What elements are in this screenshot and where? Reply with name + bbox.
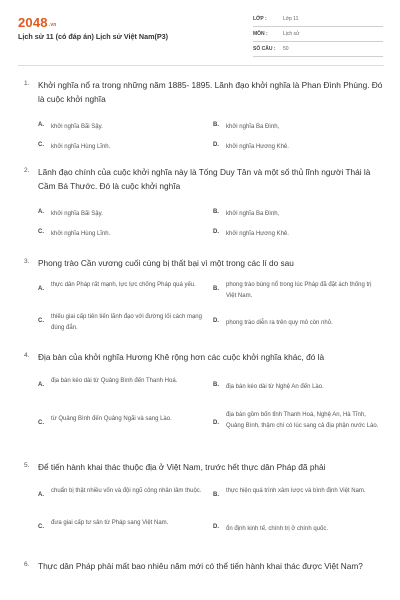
option-text: khởi nghĩa Ba Đình, xyxy=(226,124,280,130)
question-text: Lãnh đạo chính của cuộc khởi nghĩa này là Tống Duy Tân và một số thủ lĩnh người Thái là Cầm Bá Thước. Đó là cuộc khởi nghĩa xyxy=(38,167,371,191)
option-letter: A. xyxy=(38,209,44,215)
option-text: đưa giai cấp tư sản từ Pháp sang Việt Nam. xyxy=(51,520,169,526)
option-text: khởi nghĩa Hương Khê. xyxy=(226,231,289,237)
option-letter: B. xyxy=(213,382,219,388)
option-text: phong trào bùng nổ trong lúc Pháp đã đặt ách thống trị Việt Nam. xyxy=(226,282,372,299)
option-text: địa bàn kéo dài từ Quảng Bình đến Thanh Hoá. xyxy=(51,378,178,384)
option-text: địa bàn kéo dài từ Nghệ An đến Lào. xyxy=(226,384,324,390)
option-text: thiếu giai cấp tiên tiến lãnh đạo với đường lối cách mạng đúng đắn. xyxy=(51,314,202,331)
question-text: Phong trào Cần vương cuối cùng bị thất bại vì một trong các lí do sau xyxy=(38,258,294,268)
option-letter: C. xyxy=(38,420,44,426)
question-text: Để tiến hành khai thác thuộc địa ở Việt Nam, trước hết thực dân Pháp đã phải xyxy=(38,462,326,472)
option-text: khởi nghĩa Hùng Lĩnh. xyxy=(51,144,111,150)
meta-value-subject: Lịch sử xyxy=(283,31,300,37)
logo-suffix: .vn xyxy=(48,22,57,28)
meta-row-class xyxy=(253,13,383,27)
option-text: khởi nghĩa Hương Khê. xyxy=(226,144,289,150)
question-number: 5. xyxy=(24,462,30,469)
question-number: 4. xyxy=(24,352,30,359)
question-number: 6. xyxy=(24,561,30,568)
option-letter: C. xyxy=(38,142,44,148)
meta-value-question-count: 50 xyxy=(283,46,289,52)
option-letter: C. xyxy=(38,229,44,235)
option-letter: B. xyxy=(213,122,219,128)
meta-row-subject xyxy=(253,28,383,42)
header-divider xyxy=(18,65,384,66)
meta-key-question-count: SỐ CÂU : xyxy=(253,46,276,52)
meta-row-question-count xyxy=(253,43,383,57)
option-letter: D. xyxy=(213,142,219,148)
question-number: 2. xyxy=(24,167,30,174)
question-number: 3. xyxy=(24,258,30,265)
question-number: 1. xyxy=(24,80,30,87)
option-text: khởi nghĩa Bãi Sậy. xyxy=(51,211,103,217)
document-title: Lịch sử 11 (có đáp án) Lịch sử Việt Nam(P3) xyxy=(18,32,169,41)
option-letter: D. xyxy=(213,229,219,235)
option-letter: B. xyxy=(213,209,219,215)
meta-key-subject: MÔN : xyxy=(253,31,268,37)
option-text: địa bàn gồm bốn tỉnh Thanh Hoá, Nghệ An, Hà Tĩnh, Quảng Bình, thậm chí có lúc sang cả địa phận nước Lào. xyxy=(226,412,379,429)
question-text: Thực dân Pháp phải mất bao nhiêu năm mới có thể tiến hành khai thác được Việt Nam? xyxy=(38,561,363,571)
logo-text: 2048 xyxy=(18,15,48,30)
option-letter: A. xyxy=(38,382,44,388)
option-letter: D. xyxy=(213,318,219,324)
option-letter: D. xyxy=(213,420,219,426)
meta-key-class: LỚP : xyxy=(253,16,267,22)
option-letter: D. xyxy=(213,524,219,530)
option-text: khởi nghĩa Bãi Sậy. xyxy=(51,124,103,130)
option-text: phong trào diễn ra trên quy mô còn nhỏ. xyxy=(226,320,333,326)
option-text: ổn định kinh tế, chính trị ở chính quốc. xyxy=(226,526,328,532)
option-letter: C. xyxy=(38,318,44,324)
option-text: thực dân Pháp rất mạnh, lực lực chống Pháp quá yếu. xyxy=(51,282,196,288)
option-text: khởi nghĩa Ba Đình, xyxy=(226,211,280,217)
option-letter: B. xyxy=(213,286,219,292)
page-header xyxy=(0,0,400,72)
option-letter: A. xyxy=(38,122,44,128)
question-text: Địa bàn của khởi nghĩa Hương Khê rộng hơn các cuộc khởi nghĩa khác, đó là xyxy=(38,352,325,362)
site-logo[interactable] xyxy=(18,15,57,30)
option-letter: A. xyxy=(38,286,44,292)
option-letter: B. xyxy=(213,492,219,498)
option-text: khởi nghĩa Hùng Lĩnh. xyxy=(51,231,111,237)
option-letter: C. xyxy=(38,524,44,530)
option-letter: A. xyxy=(38,492,44,498)
meta-info-box xyxy=(253,13,383,57)
option-text: thực hiện quá trình xâm lược và bình định Việt Nam. xyxy=(226,488,366,494)
meta-value-class: Lớp 11 xyxy=(283,16,299,22)
question-text: Khởi nghĩa nổ ra trong những năm 1885- 1895. Lãnh đạo khởi nghĩa là Phan Đình Phùng. Đó là cuộc khởi nghĩa xyxy=(38,80,383,104)
option-text: từ Quảng Bình đến Quảng Ngãi và sang Lào. xyxy=(51,416,172,422)
option-text: chuẩn bị thật nhiều vốn và đội ngũ công nhân lâm thuộc. xyxy=(51,488,202,494)
